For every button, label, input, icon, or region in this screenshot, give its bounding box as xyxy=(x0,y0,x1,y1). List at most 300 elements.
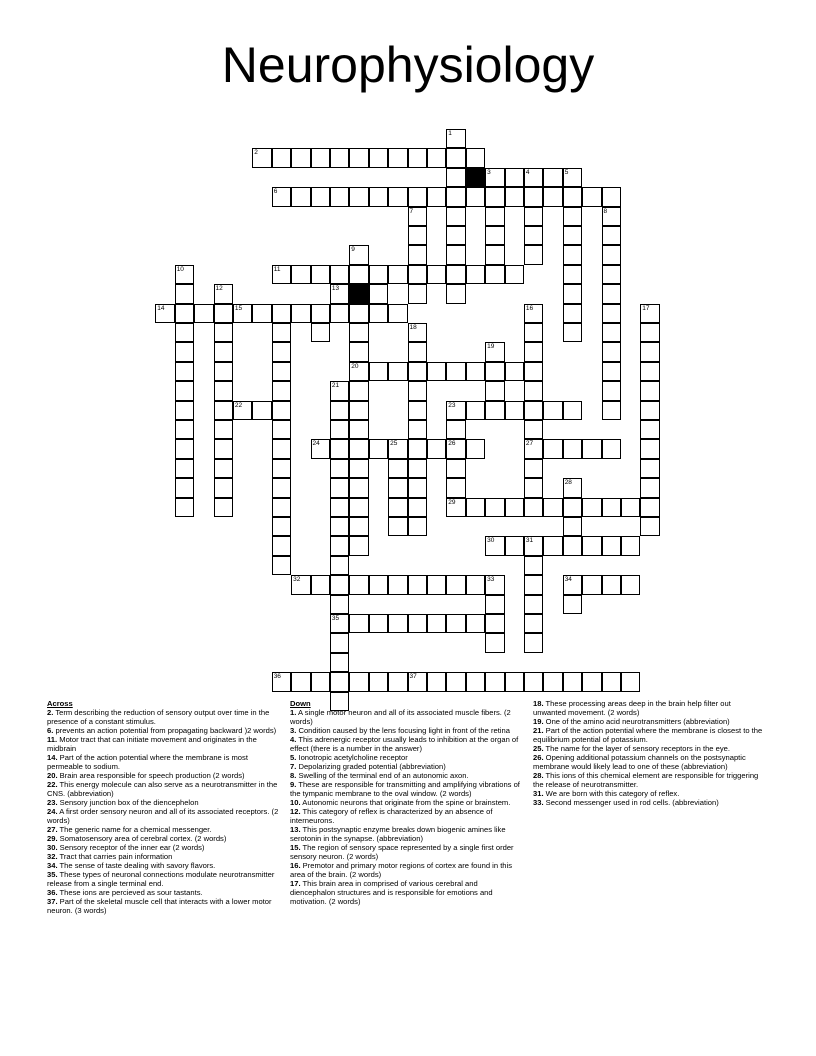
grid-cell[interactable] xyxy=(446,478,466,498)
grid-cell[interactable] xyxy=(175,401,195,421)
grid-cell[interactable] xyxy=(175,284,195,304)
grid-cell[interactable] xyxy=(640,304,660,324)
grid-cell[interactable] xyxy=(349,381,369,401)
clue-number: 31 xyxy=(525,537,534,545)
grid-cell[interactable] xyxy=(563,672,583,692)
grid-cell[interactable] xyxy=(563,207,583,227)
grid-cell[interactable] xyxy=(408,478,428,498)
grid-cell[interactable] xyxy=(291,575,311,595)
grid-cell[interactable] xyxy=(446,498,466,518)
grid-cell[interactable] xyxy=(175,420,195,440)
grid-cell[interactable] xyxy=(408,245,428,265)
grid-cell[interactable] xyxy=(446,226,466,246)
grid-cell[interactable] xyxy=(524,323,544,343)
grid-cell[interactable] xyxy=(640,342,660,362)
grid-cell[interactable] xyxy=(427,148,447,168)
grid-cell[interactable] xyxy=(582,575,602,595)
grid-cell[interactable] xyxy=(408,362,428,382)
grid-cell[interactable] xyxy=(330,536,350,556)
grid-cell[interactable] xyxy=(311,187,331,207)
grid-cell[interactable] xyxy=(349,498,369,518)
grid-cell[interactable] xyxy=(408,284,428,304)
grid-cell[interactable] xyxy=(485,575,505,595)
grid-cell[interactable] xyxy=(427,439,447,459)
grid-cell[interactable] xyxy=(272,556,292,576)
grid-cell[interactable] xyxy=(505,536,525,556)
grid-cell[interactable] xyxy=(543,536,563,556)
grid-cell[interactable] xyxy=(214,420,234,440)
grid-cell[interactable] xyxy=(524,401,544,421)
grid-cell[interactable] xyxy=(330,187,350,207)
grid-cell[interactable] xyxy=(563,245,583,265)
grid-cell[interactable] xyxy=(388,478,408,498)
grid-cell[interactable] xyxy=(485,401,505,421)
grid-cell[interactable] xyxy=(388,575,408,595)
grid-cell[interactable] xyxy=(408,401,428,421)
grid-cell[interactable] xyxy=(602,439,622,459)
grid-cell[interactable] xyxy=(621,672,641,692)
grid-cell[interactable] xyxy=(408,459,428,479)
grid-cell[interactable] xyxy=(446,439,466,459)
grid-cell[interactable] xyxy=(446,459,466,479)
grid-cell[interactable] xyxy=(408,672,428,692)
grid-cell[interactable] xyxy=(349,245,369,265)
grid-cell[interactable] xyxy=(602,575,622,595)
grid-cell[interactable] xyxy=(466,672,486,692)
grid-cell[interactable] xyxy=(175,304,195,324)
grid-cell[interactable] xyxy=(272,672,292,692)
grid-cell[interactable] xyxy=(563,595,583,615)
grid-cell[interactable] xyxy=(582,672,602,692)
grid-cell[interactable] xyxy=(640,517,660,537)
grid-cell[interactable] xyxy=(330,517,350,537)
grid-cell[interactable] xyxy=(446,284,466,304)
grid-cell[interactable] xyxy=(524,575,544,595)
grid-cell[interactable] xyxy=(330,595,350,615)
grid-cell[interactable] xyxy=(602,284,622,304)
grid-cell[interactable] xyxy=(640,401,660,421)
grid-cell[interactable] xyxy=(602,672,622,692)
grid-cell[interactable] xyxy=(524,459,544,479)
grid-cell[interactable] xyxy=(175,439,195,459)
grid-cell[interactable] xyxy=(388,265,408,285)
grid-cell[interactable] xyxy=(466,401,486,421)
grid-cell[interactable] xyxy=(563,498,583,518)
grid-cell[interactable] xyxy=(349,517,369,537)
grid-cell[interactable] xyxy=(466,362,486,382)
grid-cell[interactable] xyxy=(485,207,505,227)
grid-cell[interactable] xyxy=(272,304,292,324)
grid-cell[interactable] xyxy=(563,439,583,459)
grid-cell[interactable] xyxy=(602,536,622,556)
grid-cell[interactable] xyxy=(640,381,660,401)
grid-cell[interactable] xyxy=(543,498,563,518)
grid-cell[interactable] xyxy=(602,498,622,518)
grid-cell[interactable] xyxy=(175,478,195,498)
grid-cell[interactable] xyxy=(214,401,234,421)
grid-cell[interactable] xyxy=(485,614,505,634)
grid-cell[interactable] xyxy=(427,672,447,692)
grid-cell[interactable] xyxy=(485,672,505,692)
grid-cell[interactable] xyxy=(466,265,486,285)
grid-cell[interactable] xyxy=(349,614,369,634)
grid-cell[interactable] xyxy=(602,207,622,227)
grid-cell[interactable] xyxy=(563,265,583,285)
grid-cell[interactable] xyxy=(408,420,428,440)
grid-cell[interactable] xyxy=(524,381,544,401)
grid-cell[interactable] xyxy=(485,168,505,188)
grid-cell[interactable] xyxy=(427,265,447,285)
grid-cell[interactable] xyxy=(621,536,641,556)
grid-cell[interactable] xyxy=(505,672,525,692)
grid-cell[interactable] xyxy=(602,226,622,246)
grid-cell[interactable] xyxy=(311,672,331,692)
grid-cell[interactable] xyxy=(330,304,350,324)
grid-cell[interactable] xyxy=(563,168,583,188)
grid-cell[interactable] xyxy=(640,420,660,440)
grid-cell[interactable] xyxy=(408,342,428,362)
grid-cell[interactable] xyxy=(388,614,408,634)
grid-cell[interactable] xyxy=(524,245,544,265)
grid-cell[interactable] xyxy=(582,498,602,518)
clue-number: 1 xyxy=(448,129,452,137)
grid-cell[interactable] xyxy=(291,187,311,207)
grid-cell[interactable] xyxy=(388,672,408,692)
grid-cell[interactable] xyxy=(408,517,428,537)
grid-cell[interactable] xyxy=(175,265,195,285)
grid-cell[interactable] xyxy=(524,168,544,188)
grid-cell[interactable] xyxy=(524,478,544,498)
grid-cell[interactable] xyxy=(563,478,583,498)
grid-cell[interactable] xyxy=(214,304,234,324)
grid-cell[interactable] xyxy=(602,401,622,421)
grid-cell[interactable] xyxy=(524,362,544,382)
grid-cell[interactable] xyxy=(408,614,428,634)
grid-cell[interactable] xyxy=(369,148,389,168)
grid-cell[interactable] xyxy=(252,304,272,324)
grid-cell[interactable] xyxy=(621,575,641,595)
grid-cell[interactable] xyxy=(485,536,505,556)
grid-cell[interactable] xyxy=(485,498,505,518)
grid-cell[interactable] xyxy=(543,439,563,459)
grid-cell[interactable] xyxy=(408,207,428,227)
grid-cell[interactable] xyxy=(466,187,486,207)
grid-cell[interactable] xyxy=(524,342,544,362)
grid-cell[interactable] xyxy=(524,207,544,227)
grid-cell[interactable] xyxy=(408,575,428,595)
grid-cell[interactable] xyxy=(563,323,583,343)
grid-cell[interactable] xyxy=(563,304,583,324)
grid-cell[interactable] xyxy=(466,439,486,459)
grid-cell[interactable] xyxy=(214,478,234,498)
grid-cell[interactable] xyxy=(408,265,428,285)
grid-cell[interactable] xyxy=(563,517,583,537)
grid-cell[interactable] xyxy=(349,187,369,207)
grid-cell[interactable] xyxy=(466,148,486,168)
grid-cell[interactable] xyxy=(446,245,466,265)
grid-cell[interactable] xyxy=(602,323,622,343)
grid-cell[interactable] xyxy=(524,633,544,653)
grid-cell[interactable] xyxy=(602,265,622,285)
grid-cell[interactable] xyxy=(214,342,234,362)
grid-cell[interactable] xyxy=(640,362,660,382)
grid-cell[interactable] xyxy=(466,614,486,634)
grid-cell[interactable] xyxy=(388,304,408,324)
grid-cell[interactable] xyxy=(330,284,350,304)
grid-cell[interactable] xyxy=(427,614,447,634)
grid-cell[interactable] xyxy=(408,187,428,207)
grid-cell[interactable] xyxy=(214,498,234,518)
grid-cell[interactable] xyxy=(369,187,389,207)
grid-cell[interactable] xyxy=(272,459,292,479)
grid-cell[interactable] xyxy=(446,401,466,421)
grid-cell[interactable] xyxy=(524,304,544,324)
grid-cell[interactable] xyxy=(311,265,331,285)
grid-cell[interactable] xyxy=(543,168,563,188)
grid-cell[interactable] xyxy=(602,362,622,382)
grid-cell[interactable] xyxy=(369,304,389,324)
grid-cell[interactable] xyxy=(194,304,214,324)
grid-cell[interactable] xyxy=(602,245,622,265)
grid-cell[interactable] xyxy=(602,342,622,362)
grid-cell[interactable] xyxy=(311,439,331,459)
grid-cell[interactable] xyxy=(485,381,505,401)
grid-cell[interactable] xyxy=(563,226,583,246)
grid-cell[interactable] xyxy=(602,187,622,207)
grid-cell[interactable] xyxy=(466,498,486,518)
grid-cell[interactable] xyxy=(621,498,641,518)
grid-cell[interactable] xyxy=(349,362,369,382)
grid-cell[interactable] xyxy=(291,265,311,285)
grid-cell[interactable] xyxy=(349,323,369,343)
grid-cell[interactable] xyxy=(330,478,350,498)
grid-cell[interactable] xyxy=(408,148,428,168)
grid-cell[interactable] xyxy=(408,381,428,401)
grid-cell[interactable] xyxy=(291,672,311,692)
grid-cell[interactable] xyxy=(330,633,350,653)
grid-cell[interactable] xyxy=(408,226,428,246)
grid-cell[interactable] xyxy=(582,439,602,459)
grid-cell[interactable] xyxy=(330,420,350,440)
grid-cell[interactable] xyxy=(330,614,350,634)
grid-cell[interactable] xyxy=(602,381,622,401)
grid-cell[interactable] xyxy=(330,381,350,401)
grid-cell[interactable] xyxy=(214,362,234,382)
grid-cell[interactable] xyxy=(272,265,292,285)
grid-cell[interactable] xyxy=(214,284,234,304)
grid-cell[interactable] xyxy=(388,439,408,459)
grid-cell[interactable] xyxy=(427,362,447,382)
grid-cell[interactable] xyxy=(369,284,389,304)
grid-cell[interactable] xyxy=(311,148,331,168)
grid-cell[interactable] xyxy=(563,575,583,595)
grid-cell[interactable] xyxy=(524,226,544,246)
grid-cell[interactable] xyxy=(349,575,369,595)
grid-cell[interactable] xyxy=(524,595,544,615)
grid-cell[interactable] xyxy=(291,304,311,324)
grid-cell[interactable] xyxy=(524,614,544,634)
grid-cell[interactable] xyxy=(524,187,544,207)
grid-cell[interactable] xyxy=(640,498,660,518)
grid-cell[interactable] xyxy=(524,498,544,518)
grid-cell[interactable] xyxy=(369,265,389,285)
grid-cell[interactable] xyxy=(543,187,563,207)
grid-cell[interactable] xyxy=(330,439,350,459)
grid-cell[interactable] xyxy=(388,362,408,382)
grid-cell[interactable] xyxy=(252,401,272,421)
grid-cell[interactable] xyxy=(446,168,466,188)
grid-cell[interactable] xyxy=(446,614,466,634)
grid-cell[interactable] xyxy=(388,517,408,537)
grid-cell[interactable] xyxy=(582,187,602,207)
grid-cell[interactable] xyxy=(155,304,175,324)
grid-cell[interactable] xyxy=(272,401,292,421)
grid-cell[interactable] xyxy=(505,498,525,518)
grid-cell[interactable] xyxy=(272,187,292,207)
grid-cell[interactable] xyxy=(524,556,544,576)
grid-cell[interactable] xyxy=(369,614,389,634)
grid-cell[interactable] xyxy=(524,536,544,556)
grid-cell[interactable] xyxy=(272,148,292,168)
grid-cell[interactable] xyxy=(349,478,369,498)
grid-cell[interactable] xyxy=(330,401,350,421)
grid-cell[interactable] xyxy=(485,187,505,207)
grid-cell[interactable] xyxy=(272,342,292,362)
grid-cell[interactable] xyxy=(330,265,350,285)
grid-cell[interactable] xyxy=(563,284,583,304)
grid-cell[interactable] xyxy=(214,439,234,459)
grid-cell[interactable] xyxy=(640,459,660,479)
grid-cell[interactable] xyxy=(640,323,660,343)
grid-cell[interactable] xyxy=(330,556,350,576)
grid-cell[interactable] xyxy=(272,478,292,498)
grid-cell[interactable] xyxy=(485,595,505,615)
grid-cell[interactable] xyxy=(485,245,505,265)
grid-cell[interactable] xyxy=(330,148,350,168)
grid-cell[interactable] xyxy=(272,498,292,518)
grid-cell[interactable] xyxy=(388,459,408,479)
grid-cell[interactable] xyxy=(349,401,369,421)
grid-cell[interactable] xyxy=(485,633,505,653)
grid-cell[interactable] xyxy=(272,381,292,401)
grid-cell[interactable] xyxy=(175,342,195,362)
grid-cell[interactable] xyxy=(233,401,253,421)
grid-cell[interactable] xyxy=(349,672,369,692)
grid-cell[interactable] xyxy=(175,381,195,401)
grid-cell[interactable] xyxy=(505,168,525,188)
grid-cell[interactable] xyxy=(446,672,466,692)
grid-cell[interactable] xyxy=(349,536,369,556)
grid-cell[interactable] xyxy=(466,575,486,595)
grid-cell[interactable] xyxy=(524,439,544,459)
grid-cell[interactable] xyxy=(175,459,195,479)
grid-cell[interactable] xyxy=(485,342,505,362)
grid-cell[interactable] xyxy=(446,207,466,227)
grid-cell[interactable] xyxy=(446,265,466,285)
grid-cell[interactable] xyxy=(330,672,350,692)
grid-cell[interactable] xyxy=(524,420,544,440)
grid-cell[interactable] xyxy=(524,672,544,692)
grid-cell[interactable] xyxy=(272,362,292,382)
grid-cell[interactable] xyxy=(233,304,253,324)
grid-cell[interactable] xyxy=(543,672,563,692)
grid-cell[interactable] xyxy=(543,401,563,421)
grid-cell[interactable] xyxy=(330,498,350,518)
grid-cell[interactable] xyxy=(252,148,272,168)
grid-cell[interactable] xyxy=(563,401,583,421)
grid-cell[interactable] xyxy=(505,401,525,421)
grid-cell[interactable] xyxy=(175,323,195,343)
grid-cell[interactable] xyxy=(272,517,292,537)
grid-cell[interactable] xyxy=(640,439,660,459)
grid-cell[interactable] xyxy=(640,478,660,498)
grid-cell[interactable] xyxy=(408,439,428,459)
grid-cell[interactable] xyxy=(349,304,369,324)
grid-cell[interactable] xyxy=(330,459,350,479)
grid-cell[interactable] xyxy=(446,420,466,440)
grid-cell[interactable] xyxy=(349,439,369,459)
grid-cell[interactable] xyxy=(563,536,583,556)
grid-cell[interactable] xyxy=(485,265,505,285)
grid-cell[interactable] xyxy=(505,265,525,285)
grid-cell[interactable] xyxy=(349,459,369,479)
grid-cell[interactable] xyxy=(349,420,369,440)
grid-cell[interactable] xyxy=(369,362,389,382)
grid-cell[interactable] xyxy=(408,323,428,343)
grid-cell[interactable] xyxy=(311,575,331,595)
grid-cell[interactable] xyxy=(388,187,408,207)
grid-cell[interactable] xyxy=(349,342,369,362)
grid-cell[interactable] xyxy=(388,498,408,518)
grid-cell[interactable] xyxy=(388,148,408,168)
grid-cell[interactable] xyxy=(563,187,583,207)
grid-cell[interactable] xyxy=(446,362,466,382)
grid-cell[interactable] xyxy=(349,148,369,168)
grid-cell[interactable] xyxy=(311,323,331,343)
grid-cell[interactable] xyxy=(272,536,292,556)
grid-cell[interactable] xyxy=(446,575,466,595)
grid-cell[interactable] xyxy=(272,323,292,343)
grid-cell[interactable] xyxy=(485,226,505,246)
grid-cell[interactable] xyxy=(330,575,350,595)
grid-cell[interactable] xyxy=(427,575,447,595)
grid-cell[interactable] xyxy=(485,362,505,382)
grid-cell[interactable] xyxy=(291,148,311,168)
grid-cell[interactable] xyxy=(175,498,195,518)
grid-cell[interactable] xyxy=(446,129,466,149)
grid-cell[interactable] xyxy=(214,381,234,401)
grid-cell[interactable] xyxy=(369,575,389,595)
grid-cell[interactable] xyxy=(505,362,525,382)
grid-cell[interactable] xyxy=(330,653,350,673)
grid-cell[interactable] xyxy=(446,187,466,207)
grid-cell[interactable] xyxy=(369,439,389,459)
grid-cell[interactable] xyxy=(349,265,369,285)
grid-cell[interactable] xyxy=(427,187,447,207)
grid-cell[interactable] xyxy=(175,362,195,382)
grid-cell[interactable] xyxy=(505,187,525,207)
grid-cell[interactable] xyxy=(214,459,234,479)
grid-cell[interactable] xyxy=(272,420,292,440)
grid-cell[interactable] xyxy=(602,304,622,324)
grid-cell[interactable] xyxy=(311,304,331,324)
grid-cell[interactable] xyxy=(446,148,466,168)
grid-cell[interactable] xyxy=(369,672,389,692)
grid-cell[interactable] xyxy=(408,498,428,518)
grid-cell[interactable] xyxy=(582,536,602,556)
grid-cell[interactable] xyxy=(214,323,234,343)
grid-cell[interactable] xyxy=(272,439,292,459)
